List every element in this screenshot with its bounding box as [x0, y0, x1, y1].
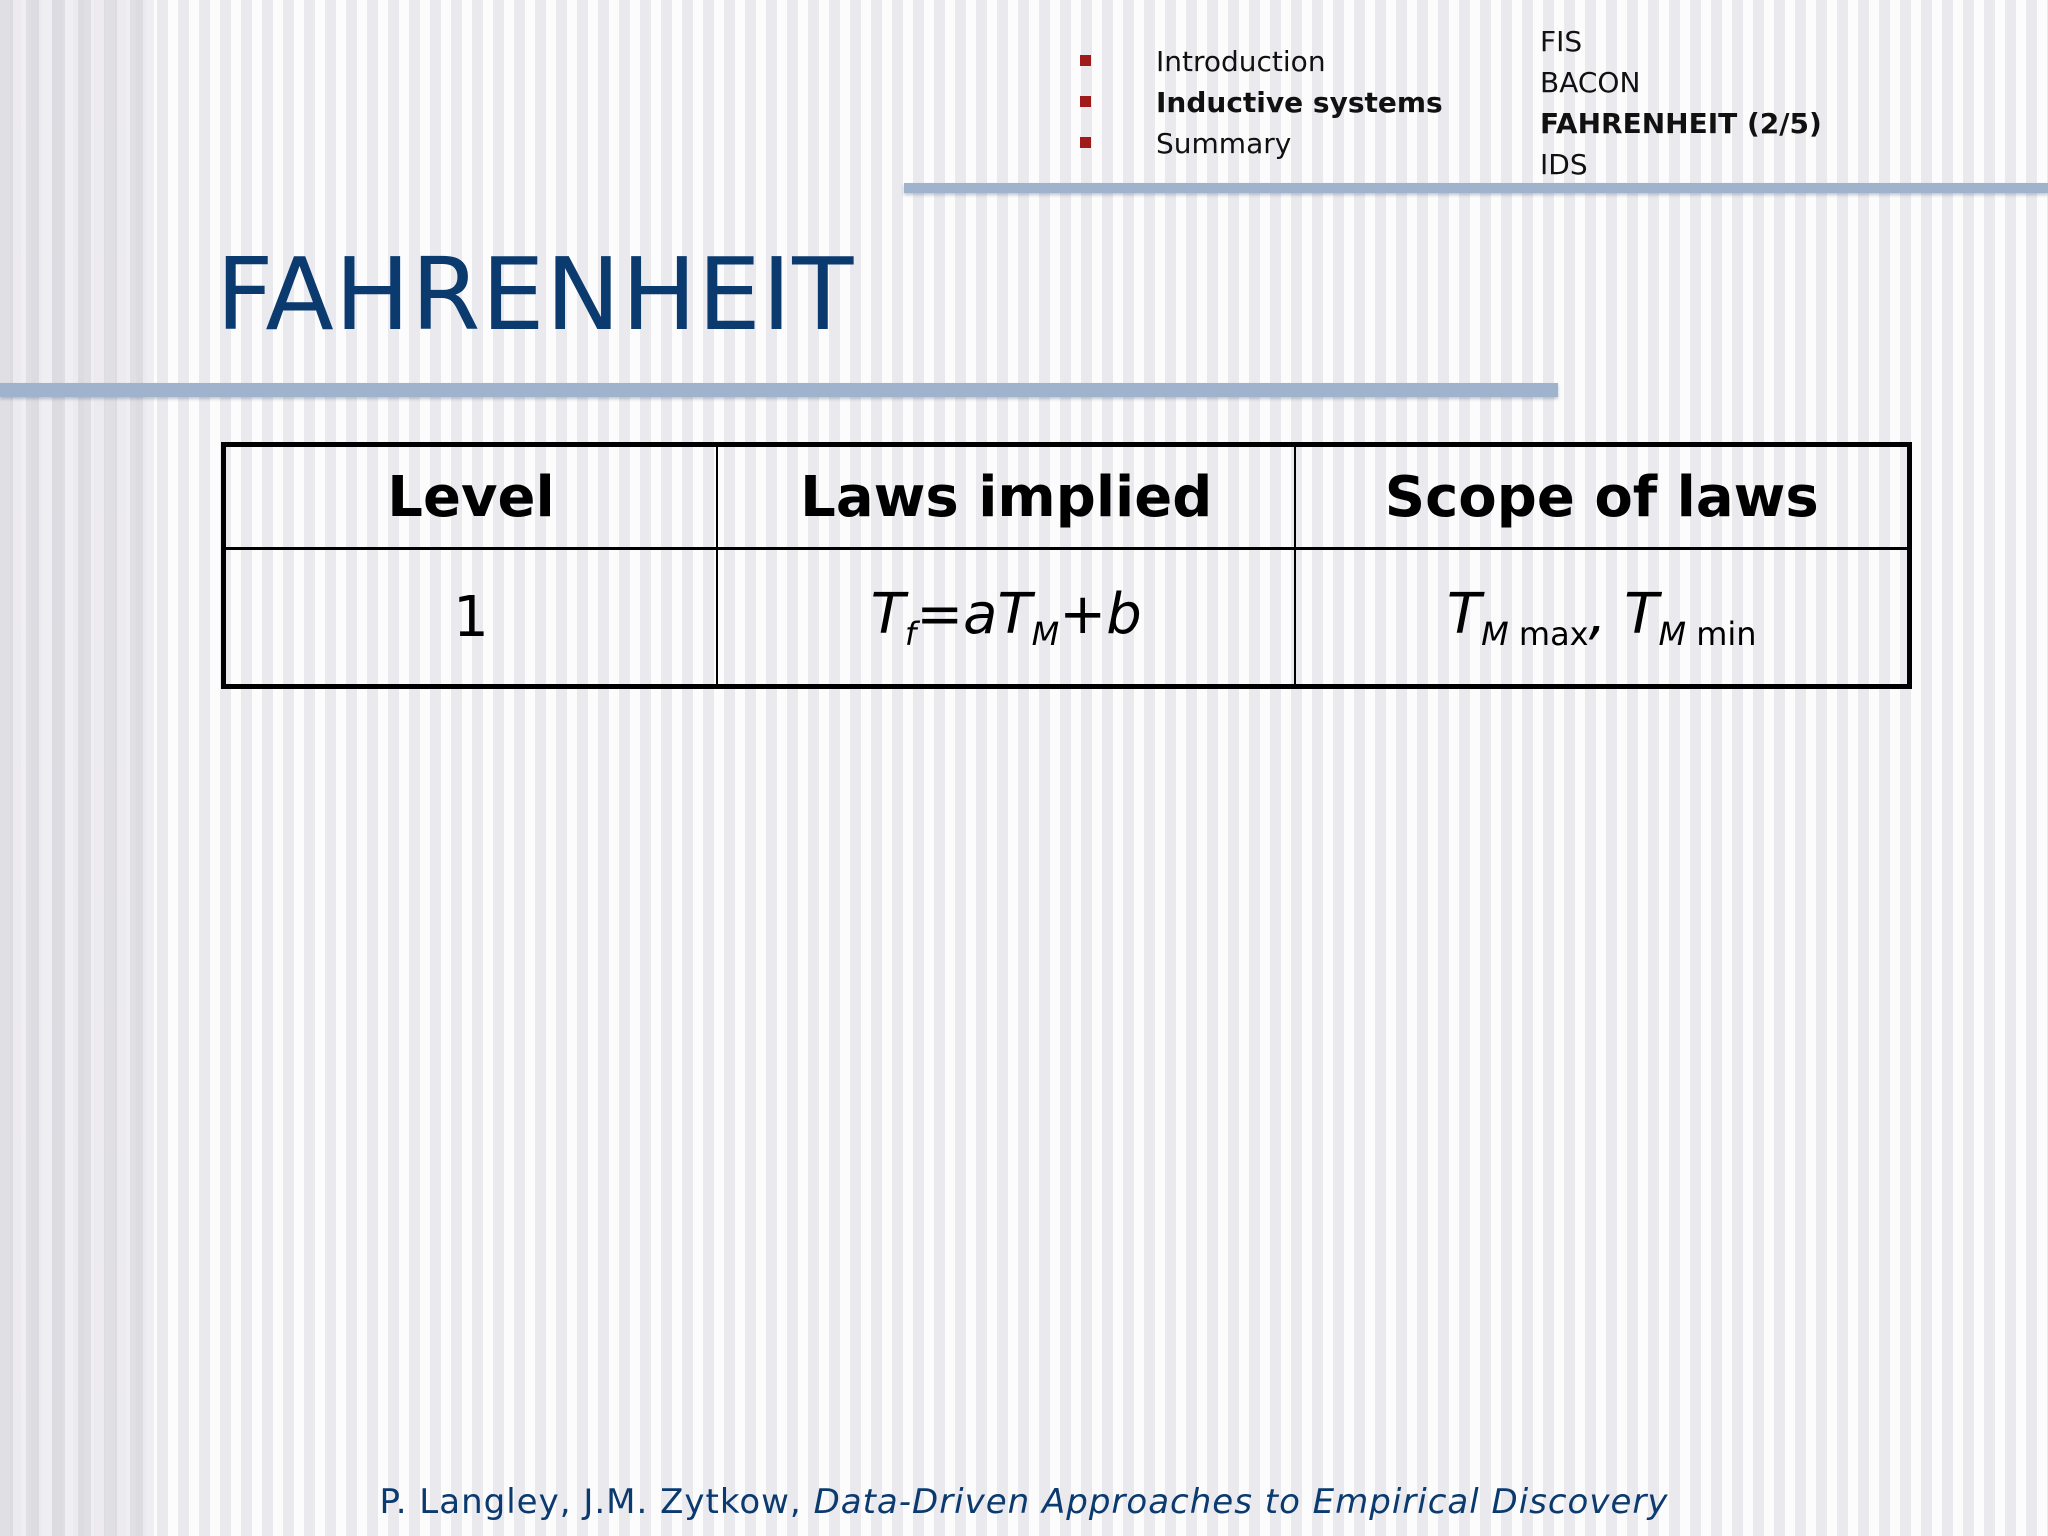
cell-level: 1 — [224, 549, 717, 687]
cell-scope-of-laws — [1295, 549, 1909, 687]
subnav-item-fis[interactable]: FIS — [1540, 25, 1583, 58]
footer-citation — [0, 1482, 2048, 1522]
square-bullet-icon — [1080, 55, 1091, 66]
footer-authors: P. Langley, J.M. Zytkow, — [379, 1482, 802, 1522]
nav-item-label: Summary — [1156, 127, 1292, 160]
nav-item-label: Introduction — [1156, 45, 1326, 78]
table-header-row — [224, 445, 1910, 549]
subsection-nav — [1540, 24, 1822, 188]
background-stripe — [0, 0, 154, 1536]
cell-law-implied — [717, 549, 1296, 687]
square-bullet-icon — [1080, 137, 1091, 148]
subnav-item-ids[interactable]: IDS — [1540, 148, 1588, 181]
square-bullet-icon — [1080, 96, 1091, 107]
column-header-laws-implied: Laws implied — [717, 445, 1296, 549]
levels-table — [221, 442, 1912, 689]
column-header-scope-of-laws: Scope of laws — [1295, 445, 1909, 549]
title-divider — [0, 383, 1558, 397]
footer-book-title: Data-Driven Approaches to Empirical Discovery — [813, 1482, 1669, 1522]
slide-title: FAHRENHEIT — [216, 236, 855, 353]
subnav-item-fahrenheit[interactable]: FAHRENHEIT (2/5) — [1540, 107, 1822, 140]
nav-item-label: Inductive systems — [1156, 86, 1443, 119]
law-formula: $T_f=aT_M+b$ — [870, 581, 1142, 653]
subnav-item-bacon[interactable]: BACON — [1540, 66, 1641, 99]
scope-formula: $T_{M max}$, $T_{M min}$ — [1446, 581, 1757, 653]
table-row — [224, 549, 1910, 687]
column-header-level: Level — [224, 445, 717, 549]
header-divider — [904, 183, 2048, 193]
